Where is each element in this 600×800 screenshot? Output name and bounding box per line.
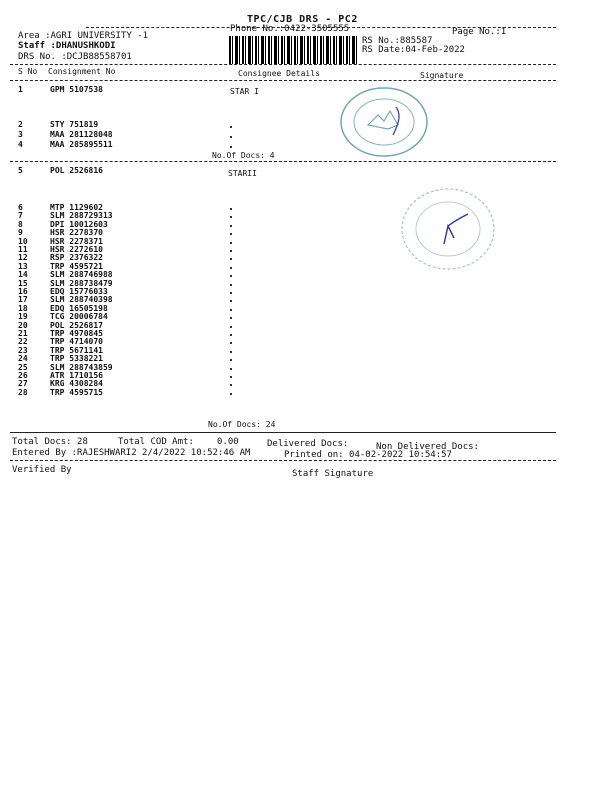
row-sno: 22 — [18, 337, 28, 347]
signature-dot — [230, 216, 232, 218]
row-consignment: MAA 281128048 — [50, 130, 113, 139]
signature-dot — [230, 368, 232, 370]
row-consignment: TRP 4714070 — [50, 337, 103, 347]
row-sno: 4 — [18, 140, 23, 149]
signature-dot — [230, 126, 232, 128]
column-consignee: Consignee Details — [238, 69, 320, 78]
verified-by: Verified By — [12, 465, 72, 475]
row-sno: 27 — [18, 379, 28, 389]
row-sno: 16 — [18, 287, 28, 296]
row-consignment: MAA 285895511 — [50, 140, 113, 149]
row-sno: 3 — [18, 130, 23, 139]
column-header-divider-bottom — [10, 80, 556, 81]
row-sno: 20 — [18, 320, 28, 330]
row-consignment: SLM 288729313 — [50, 211, 113, 221]
row-consignment: SLM 288738479 — [50, 278, 113, 288]
row-consignment: SLM 288740398 — [50, 295, 113, 305]
barcode-icon — [229, 36, 357, 64]
row-sno: 5 — [18, 166, 23, 175]
footer-divider — [10, 460, 556, 461]
signature-dot — [230, 225, 232, 227]
row-consignment: EDQ 16505198 — [50, 303, 108, 313]
printed-on: Printed on: 04-02-2022 10:54:57 — [284, 450, 452, 460]
group-divider — [10, 161, 556, 162]
signature-dot — [230, 284, 232, 286]
total-docs: Total Docs: 28 — [12, 437, 88, 447]
signature-dot — [230, 309, 232, 311]
row-sno: 8 — [18, 219, 23, 229]
row-sno: 28 — [18, 387, 28, 397]
row-consignment: STY 751819 — [50, 120, 99, 129]
staff-field: Staff :DHANUSHKODI — [18, 41, 116, 51]
row-sno: 15 — [18, 278, 28, 288]
row-sno: 25 — [18, 362, 28, 372]
row-sno: 12 — [18, 253, 28, 263]
row-consignment: HSR 2272610 — [50, 245, 103, 254]
signature-dot — [230, 326, 232, 328]
non-delivered-docs: Non Delivered Docs: — [376, 442, 479, 452]
row-consignment: HSR 2278370 — [50, 228, 103, 238]
signature-dot — [230, 136, 232, 138]
consignee-name: STARII — [228, 169, 257, 178]
document-title: TPC/CJB DRS - PC2 — [247, 14, 358, 25]
signature-dot — [230, 376, 232, 378]
row-sno: 10 — [18, 236, 28, 246]
row-sno: 19 — [18, 312, 28, 322]
row-sno: 13 — [18, 261, 28, 271]
signature-dot — [230, 267, 232, 269]
signature-dot — [230, 300, 232, 302]
row-sno: 9 — [18, 228, 23, 238]
row-consignment: KRG 4308284 — [50, 379, 103, 389]
row-consignment: TRP 5671141 — [50, 345, 103, 355]
delivered-docs: Delivered Docs: — [267, 439, 349, 449]
row-sno: 1 — [18, 85, 23, 94]
signature-dot — [230, 275, 232, 277]
signature-dot — [230, 384, 232, 386]
row-consignment: POL 2526817 — [50, 320, 103, 330]
row-consignment: MTP 1129602 — [50, 203, 103, 212]
group-divider — [10, 432, 556, 433]
signature-dot — [230, 334, 232, 336]
round-seal-stamp-icon — [398, 186, 498, 272]
row-sno: 14 — [18, 270, 28, 280]
row-sno: 6 — [18, 203, 23, 212]
row-consignment: DPI 10012603 — [50, 219, 108, 229]
row-sno: 7 — [18, 211, 23, 221]
signature-dot — [230, 250, 232, 252]
row-consignment: GPM 5107538 — [50, 85, 103, 94]
row-consignment: TRP 4970845 — [50, 329, 103, 338]
row-consignment: TRP 4595721 — [50, 261, 103, 271]
rs-number: RS No.:885587 — [362, 36, 433, 46]
row-consignment: EDQ 15776033 — [50, 287, 108, 296]
column-consignment: Consignment No — [48, 67, 116, 76]
signature-dot — [230, 292, 232, 294]
signature-dot — [230, 359, 232, 361]
row-consignment: TRP 4595715 — [50, 387, 103, 397]
column-sno: S No — [18, 67, 38, 76]
row-sno: 26 — [18, 371, 28, 380]
row-consignment: SLM 288743859 — [50, 362, 113, 372]
row-consignment: RSP 2376322 — [50, 253, 103, 263]
staff-signature: Staff Signature — [292, 469, 374, 479]
row-sno: 2 — [18, 120, 23, 129]
row-consignment: SLM 288746988 — [50, 270, 113, 280]
row-sno: 18 — [18, 303, 28, 313]
signature-dot — [230, 146, 232, 148]
signature-dot — [230, 351, 232, 353]
row-consignment: HSR 2278371 — [50, 236, 103, 246]
signature-dot — [230, 317, 232, 319]
column-signature: Signature — [420, 71, 464, 80]
entered-by: Entered By :RAJESHWARI2 2/4/2022 10:52:46 AM — [12, 448, 251, 458]
signature-dot — [230, 258, 232, 260]
row-sno: 11 — [18, 245, 28, 254]
row-consignment: TRP 5338221 — [50, 354, 103, 364]
group-doc-count: No.Of Docs: 24 — [208, 420, 276, 429]
row-consignment: POL 2526816 — [50, 166, 103, 175]
total-cod-label: Total COD Amt: — [118, 437, 194, 447]
row-sno: 17 — [18, 295, 28, 305]
row-sno: 21 — [18, 329, 28, 338]
row-consignment: ATR 1710156 — [50, 371, 103, 380]
column-header-divider-top — [10, 64, 556, 65]
row-consignment: TCG 20006784 — [50, 312, 108, 322]
signature-dot — [230, 342, 232, 344]
drs-number: DRS No. :DCJB88558701 — [18, 52, 132, 62]
signature-dot — [230, 242, 232, 244]
rs-date: RS Date:04-Feb-2022 — [362, 45, 465, 55]
consignee-name: STAR I — [230, 87, 259, 96]
area-field: Area :AGRI UNIVERSITY -1 — [18, 31, 149, 41]
page-number: Page No.:1 — [452, 27, 507, 37]
signature-dot — [230, 393, 232, 395]
signature-dot — [230, 233, 232, 235]
round-seal-stamp-icon — [338, 85, 430, 159]
row-sno: 24 — [18, 354, 28, 364]
phone-number: Phone No.:0422-3505555 — [230, 24, 350, 34]
group-doc-count: No.Of Docs: 4 — [212, 151, 275, 160]
row-sno: 23 — [18, 345, 28, 355]
total-cod-value: 0.00 — [217, 437, 239, 447]
signature-dot — [230, 208, 232, 210]
